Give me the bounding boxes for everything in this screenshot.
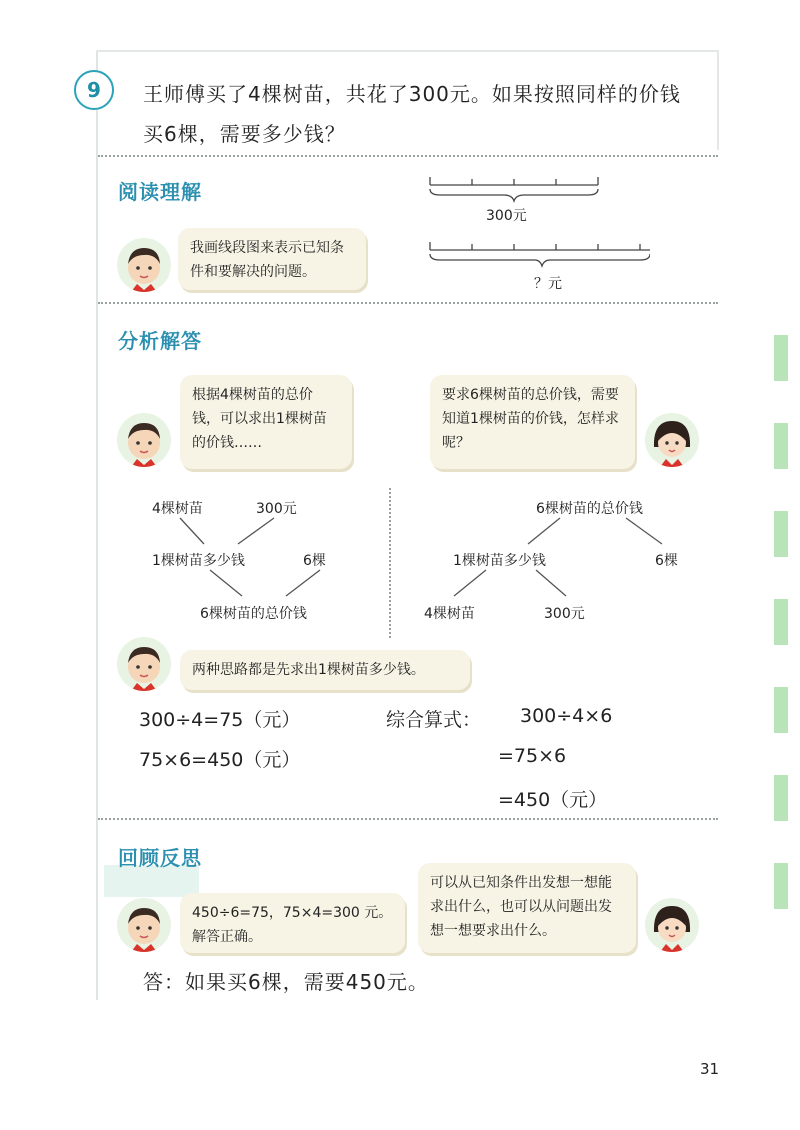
combined-step-3: =450（元） bbox=[498, 789, 608, 811]
girl-face-icon bbox=[645, 898, 699, 952]
girl-avatar bbox=[645, 898, 699, 952]
girl-face-icon bbox=[645, 413, 699, 467]
girl-avatar bbox=[645, 413, 699, 467]
left-tree-node-total: 6棵树苗的总价钱 bbox=[200, 606, 307, 622]
review-boy-line-2: 解答正确。 bbox=[192, 929, 262, 945]
left-tree-node-4-trees: 4棵树苗 bbox=[152, 501, 203, 517]
page-frame-left bbox=[96, 50, 98, 1000]
right-tree-node-unit-price: 1棵树苗多少钱 bbox=[453, 553, 546, 569]
section-divider bbox=[98, 302, 718, 304]
review-boy-bubble bbox=[180, 893, 405, 953]
left-tree-node-300: 300元 bbox=[256, 501, 297, 517]
side-tab bbox=[774, 687, 788, 733]
boy-face-icon bbox=[117, 238, 171, 292]
side-tab bbox=[774, 775, 788, 821]
combined-step-2: =75×6 bbox=[498, 745, 567, 767]
segment-top-label: 300元 bbox=[486, 208, 527, 224]
left-tree-node-unit-price: 1棵树苗多少钱 bbox=[152, 553, 245, 569]
combined-label: 综合算式： bbox=[386, 709, 482, 731]
problem-number-badge: 9 bbox=[74, 70, 114, 110]
analysis-girl-bubble: 要求6棵树苗的总价钱，需要知道1棵树苗的价钱，怎样求呢？ bbox=[430, 375, 635, 469]
section-title-review: 回顾反思 bbox=[118, 846, 202, 870]
right-tree-node-300: 300元 bbox=[544, 606, 585, 622]
boy-face-icon bbox=[117, 413, 171, 467]
section-title-reading: 阅读理解 bbox=[118, 180, 202, 204]
problem-text bbox=[143, 74, 713, 154]
problem-line-1: 王师傅买了4棵树苗，共花了300元。如果按照同样的价钱 bbox=[143, 82, 681, 106]
boy-avatar bbox=[117, 898, 171, 952]
section-divider bbox=[98, 155, 718, 157]
boy-face-icon bbox=[117, 898, 171, 952]
side-tab bbox=[774, 511, 788, 557]
section-title-analysis: 分析解答 bbox=[118, 329, 202, 353]
right-tree-node-6: 6棵 bbox=[655, 553, 678, 569]
right-tree-lines bbox=[400, 490, 700, 630]
page-frame-top bbox=[96, 50, 719, 52]
combined-step-1: 300÷4×6 bbox=[520, 705, 613, 727]
page-number: 31 bbox=[700, 1060, 720, 1078]
side-tab bbox=[774, 335, 788, 381]
tree-divider bbox=[389, 488, 391, 638]
calc-step-1: 300÷4=75（元） bbox=[139, 709, 301, 731]
calc-step-2: 75×6=450（元） bbox=[139, 749, 301, 771]
section-divider bbox=[98, 818, 718, 820]
side-tab bbox=[774, 423, 788, 469]
left-tree-lines bbox=[140, 490, 380, 630]
boy-avatar bbox=[117, 238, 171, 292]
review-girl-bubble: 可以从已知条件出发想一想能求出什么，也可以从问题出发想一想要求出什么。 bbox=[418, 863, 636, 953]
right-tree-node-4-trees: 4棵树苗 bbox=[424, 606, 475, 622]
problem-line-2: 买6棵，需要多少钱？ bbox=[143, 122, 346, 146]
side-tab bbox=[774, 863, 788, 909]
review-boy-line-1: 450÷6=75，75×4=300 元。 bbox=[192, 905, 393, 921]
boy-face-icon bbox=[117, 637, 171, 691]
page-frame-right bbox=[717, 50, 719, 150]
boy-avatar bbox=[117, 637, 171, 691]
left-tree-node-6: 6棵 bbox=[303, 553, 326, 569]
final-answer: 答：如果买6棵，需要450元。 bbox=[143, 970, 429, 994]
summary-bubble: 两种思路都是先求出1棵树苗多少钱。 bbox=[180, 650, 470, 690]
boy-avatar bbox=[117, 413, 171, 467]
side-tab bbox=[774, 599, 788, 645]
analysis-boy-bubble: 根据4棵树苗的总价钱，可以求出1棵树苗的价钱…… bbox=[180, 375, 352, 469]
right-tree-node-total: 6棵树苗的总价钱 bbox=[536, 501, 643, 517]
segment-bottom-label: ？元 bbox=[534, 276, 562, 292]
reading-speech-bubble: 我画线段图来表示已知条件和要解决的问题。 bbox=[178, 228, 366, 290]
